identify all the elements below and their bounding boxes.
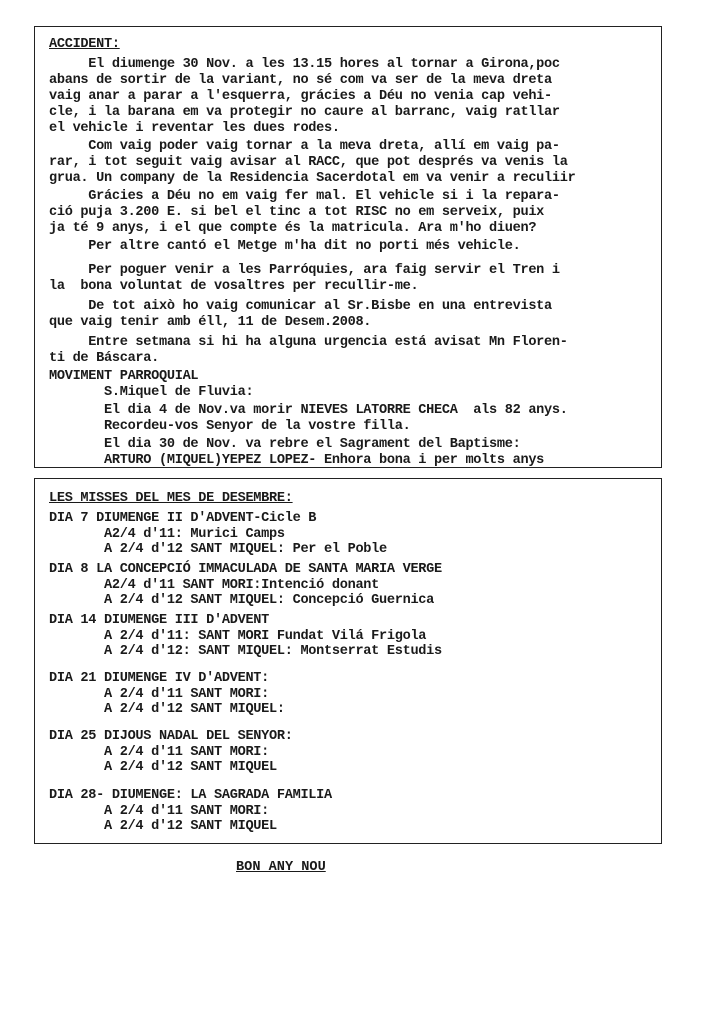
footer-greeting: BON ANY NOU bbox=[236, 860, 326, 875]
mass-line: A2/4 d'11: Murici Camps bbox=[49, 527, 285, 542]
mass-line: A 2/4 d'12: SANT MIQUEL: Montserrat Estudis bbox=[49, 644, 442, 659]
text-line: ció puja 3.200 E. si bel el tinc a tot RISC no em serveix, puix bbox=[49, 205, 545, 220]
text-line: que vaig tenir amb éll, 11 de Desem.2008. bbox=[49, 315, 372, 330]
accident-heading: ACCIDENT: bbox=[49, 37, 120, 52]
day-heading: DIA 8 LA CONCEPCIÓ IMMACULADA DE SANTA MARIA VERGE bbox=[49, 562, 442, 577]
text-line: Entre setmana si hi ha alguna urgencia está avisat Mn Floren- bbox=[49, 335, 568, 350]
text-line: Grácies a Déu no em vaig fer mal. El vehicle si i la repara- bbox=[49, 189, 560, 204]
text-line: cle, i la barana em va protegir no caure al barranc, vaig ratllar bbox=[49, 105, 560, 120]
text-line: El dia 30 de Nov. va rebre el Sagrament del Baptisme: bbox=[49, 437, 521, 452]
text-line: De tot això ho vaig comunicar al Sr.Bisbe en una entrevista bbox=[49, 299, 552, 314]
text-line: rar, i tot seguit vaig avisar al RACC, que pot després va venis la bbox=[49, 155, 568, 170]
text-line: El dia 4 de Nov.va morir NIEVES LATORRE CHECA als 82 anys. bbox=[49, 403, 568, 418]
day-heading: DIA 21 DIUMENGE IV D'ADVENT: bbox=[49, 671, 270, 686]
masses-heading: LES MISSES DEL MES DE DESEMBRE: bbox=[49, 491, 293, 506]
masses-section bbox=[34, 478, 662, 844]
text-line: ARTURO (MIQUEL)YEPEZ LOPEZ- Enhora bona i per molts anys bbox=[49, 453, 545, 468]
text-line: abans de sortir de la variant, no sé com va ser de la meva dreta bbox=[49, 73, 552, 88]
mass-line: A 2/4 d'12 SANT MIQUEL bbox=[49, 760, 277, 775]
text-line: vaig anar a parar a l'esquerra, grácies a Déu no venia cap vehi- bbox=[49, 89, 552, 104]
text-line: el vehicle i reventar les dues rodes. bbox=[49, 121, 340, 136]
mass-line: A 2/4 d'11 SANT MORI: bbox=[49, 804, 270, 819]
text-line: Recordeu-vos Senyor de la vostre filla. bbox=[49, 419, 411, 434]
text-line: Per altre cantó el Metge m'ha dit no porti més vehicle. bbox=[49, 239, 521, 254]
text-line: ti de Báscara. bbox=[49, 351, 160, 366]
mass-line: A 2/4 d'11 SANT MORI: bbox=[49, 687, 270, 702]
day-heading: DIA 28- DIUMENGE: LA SAGRADA FAMILIA bbox=[49, 788, 332, 803]
text-line: grua. Un company de la Residencia Sacerdotal em va venir a reculiir bbox=[49, 171, 576, 186]
mass-line: A 2/4 d'11: SANT MORI Fundat Vilá Frigola bbox=[49, 629, 427, 644]
mass-line: A 2/4 d'12 SANT MIQUEL: bbox=[49, 702, 285, 717]
day-heading: DIA 14 DIUMENGE III D'ADVENT bbox=[49, 613, 270, 628]
text-line: S.Miquel de Fluvia: bbox=[49, 385, 254, 400]
mass-line: A 2/4 d'12 SANT MIQUEL: Per el Poble bbox=[49, 542, 387, 557]
text-line: la bona voluntat de vosaltres per recullir-me. bbox=[49, 279, 419, 294]
text-line: ja té 9 anys, i el que compte és la matricula. Ara m'ho diuen? bbox=[49, 221, 537, 236]
mass-line: A2/4 d'11 SANT MORI:Intenció donant bbox=[49, 578, 380, 593]
day-heading: DIA 7 DIUMENGE II D'ADVENT-Cicle B bbox=[49, 511, 317, 526]
accident-section bbox=[34, 26, 662, 468]
mass-line: A 2/4 d'11 SANT MORI: bbox=[49, 745, 270, 760]
subheading: MOVIMENT PARROQUIAL bbox=[49, 369, 199, 384]
mass-line: A 2/4 d'12 SANT MIQUEL bbox=[49, 819, 277, 834]
mass-line: A 2/4 d'12 SANT MIQUEL: Concepció Guernica bbox=[49, 593, 435, 608]
text-line: El diumenge 30 Nov. a les 13.15 hores al tornar a Girona,poc bbox=[49, 57, 560, 72]
text-line: Com vaig poder vaig tornar a la meva dreta, allí em vaig pa- bbox=[49, 139, 560, 154]
day-heading: DIA 25 DIJOUS NADAL DEL SENYOR: bbox=[49, 729, 293, 744]
text-line: Per poguer venir a les Parróquies, ara faig servir el Tren i bbox=[49, 263, 560, 278]
